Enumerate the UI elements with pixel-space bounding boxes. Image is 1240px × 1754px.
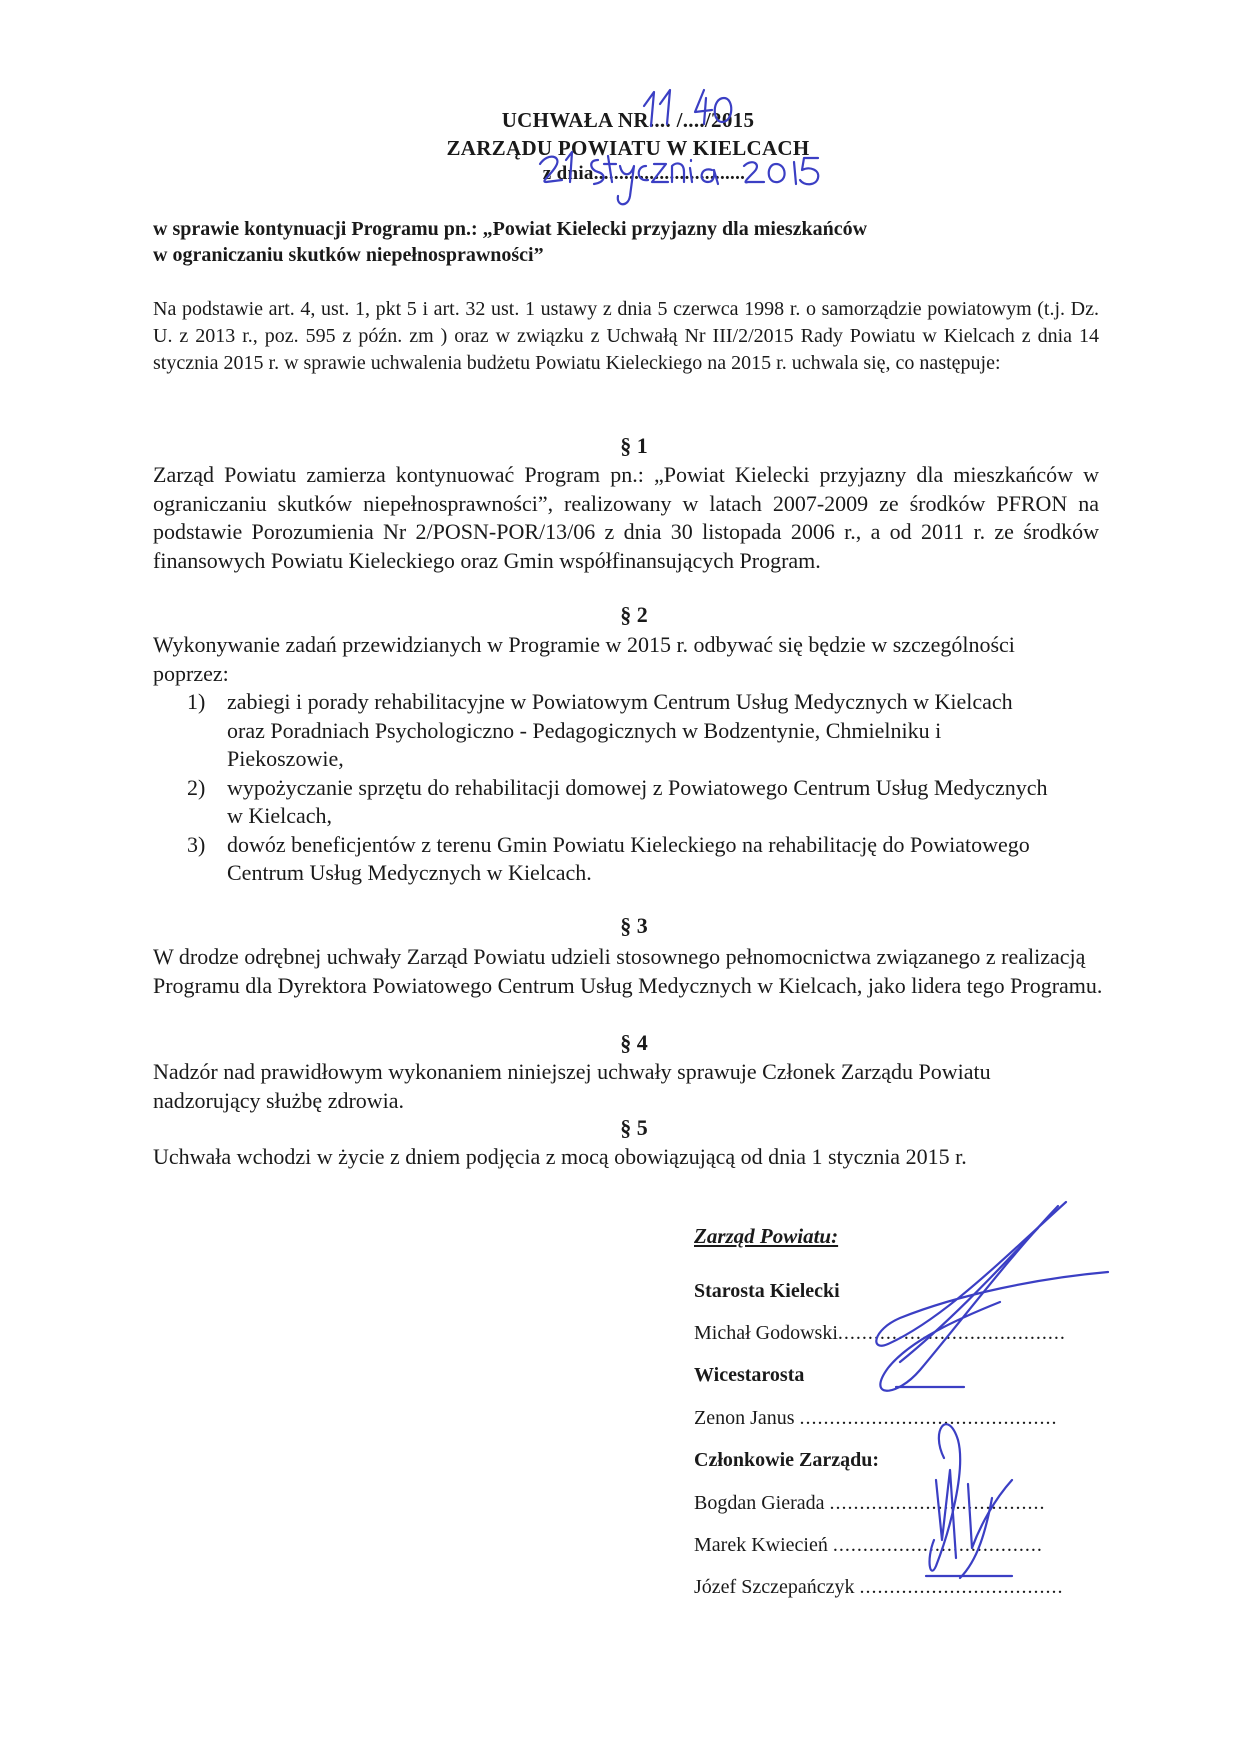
- date-label: z dnia: [542, 163, 594, 184]
- tasks-list: [153, 688, 1053, 888]
- section-4-text: Nadzór nad prawidłowym wykonaniem niniejszej uchwały sprawuje Członek Zarządu Powiatu nadzorujący służbę zdrowia.: [153, 1059, 991, 1113]
- resolution-date-line: [24, 163, 1240, 185]
- section-2-text: Wykonywanie zadań przewidzianych w Programie w 2015 r. odbywać się będzie w szczególności poprzez:: [153, 632, 1015, 686]
- list-item: [153, 831, 1053, 888]
- legal-basis: Na podstawie art. 4, ust. 1, pkt 5 i art. 32 ust. 1 ustawy z dnia 5 czerwca 1998 r. o samorządzie powiatowym (t.j. Dz. U. z 2013 r., poz. 595 z późn. zm ) oraz w związku z Uchwałą Nr III/2/2015 Rady Powiatu w Kielcach z dnia 14 stycznia 2015 r. w sprawie uchwalenia budżetu Powiatu Kieleckiego na 2015 r. uchwala się, co następuje:: [153, 298, 1099, 374]
- wicestarosta-role: Wicestarosta: [694, 1364, 805, 1386]
- list-item-text: zabiegi i porady rehabilitacyjne w Powiatowym Centrum Usług Medycznych w Kielcach oraz Poradniach Psychologiczno - Pedagogicznych w Bodzentynie, Chmielniku i Piekoszowie,: [227, 689, 1013, 771]
- section-3-sign: § 3: [620, 913, 648, 938]
- board-title: Zarząd Powiatu:: [694, 1224, 839, 1248]
- number-dots: ....: [648, 108, 672, 132]
- list-item-text: wypożyczanie sprzętu do rehabilitacji domowej z Powiatowego Centrum Usług Medycznych w Kielcach,: [227, 774, 1048, 828]
- section-1-sign: § 1: [620, 433, 648, 458]
- signature-dots: ...................................: [832, 1534, 1043, 1556]
- wicestarosta-name: Zenon Janus: [694, 1407, 795, 1429]
- starosta-name: Michał Godowski: [694, 1322, 838, 1344]
- member-signature-line: [694, 1576, 1063, 1599]
- starosta-role: Starosta Kielecki: [694, 1280, 840, 1302]
- member-name: Bogdan Gierada: [694, 1492, 825, 1514]
- list-item: [153, 774, 1053, 831]
- list-item-number: 2): [187, 774, 206, 800]
- wicestarosta-signature-line: [694, 1407, 1058, 1430]
- section-3-text: W drodze odrębnej uchwały Zarząd Powiatu udzieli stosownego pełnomocnictwa związanego z realizacją Programu dla Dyrektora Powiatowego Centrum Usług Medycznych w Kielcach, jako lidera tego Programu.: [153, 944, 1103, 998]
- member-name: Józef Szczepańczyk: [694, 1576, 855, 1598]
- section-4-sign: § 4: [620, 1030, 648, 1055]
- list-item: [153, 688, 1053, 774]
- signature-dots: ....................................: [829, 1492, 1046, 1514]
- resolution-year: /2015: [704, 108, 755, 132]
- member-signature-line: [694, 1492, 1046, 1515]
- signature-dots: ...........................................: [799, 1407, 1058, 1429]
- list-item-text: dowóz beneficjentów z terenu Gmin Powiatu Kieleckiego na rehabilitację do Powiatowego Centrum Usług Medycznych w Kielcach.: [227, 831, 1030, 885]
- board-members-role: Członkowie Zarządu:: [694, 1449, 879, 1471]
- section-5-sign: § 5: [620, 1115, 648, 1140]
- member-signature-line: [694, 1534, 1043, 1557]
- date-dots: ..............................: [593, 163, 746, 184]
- resolution-subject: [153, 216, 1053, 268]
- resolution-label: UCHWAŁA NR: [501, 108, 649, 132]
- number-separator: /: [671, 108, 683, 132]
- subject-line-1: w sprawie kontynuacji Programu pn.: „Powiat Kielecki przyjazny dla mieszkańców: [153, 218, 868, 240]
- subject-line-2: w ograniczaniu skutków niepełnosprawności”: [153, 244, 544, 266]
- section-2-sign: § 2: [620, 602, 648, 627]
- number-dots-2: ....: [682, 108, 705, 132]
- section-5-text: Uchwała wchodzi w życie z dniem podjęcia z mocą obowiązującą od dnia 1 stycznia 2015 r.: [153, 1144, 967, 1169]
- member-name: Marek Kwiecień: [694, 1534, 828, 1556]
- resolution-number-line: [8, 108, 1240, 133]
- list-item-number: 1): [187, 689, 206, 714]
- signature-dots: ..................................: [859, 1576, 1064, 1598]
- section-1-text: Zarząd Powiatu zamierza kontynuować Program pn.: „Powiat Kielecki przyjazny dla mieszkańców w ograniczaniu skutków niepełnosprawności”, realizowany w latach 2007-2009 ze środków PFRON na podstawie Porozumienia Nr 2/POSN-POR/13/06 z dnia 30 listopada 2006 r., a od 2011 r. ze środków finansowych Powiatu Kieleckiego oraz Gmin współfinansujących Program.: [153, 462, 1099, 573]
- list-item-number: 3): [187, 831, 206, 857]
- issuing-body: ZARZĄDU POWIATU W KIELCACH: [446, 136, 810, 160]
- starosta-signature: [876, 1202, 1108, 1391]
- signature-dots: ......................................: [837, 1322, 1066, 1344]
- starosta-signature-line: [694, 1322, 1066, 1345]
